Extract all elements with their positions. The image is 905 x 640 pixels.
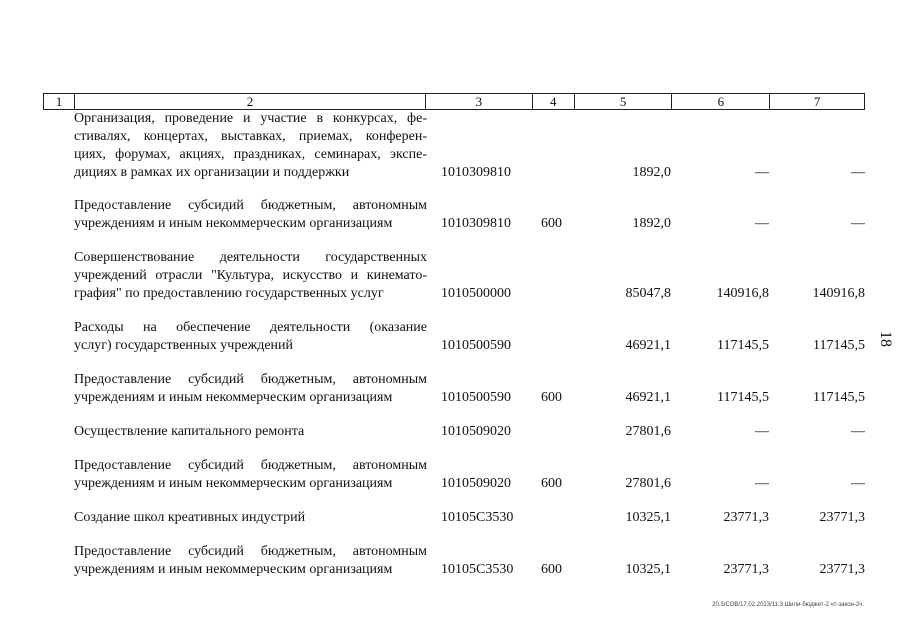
- header-col-1: 1: [44, 94, 75, 109]
- table-row: [0, 371, 905, 407]
- row-value-col7: 117145,5: [813, 390, 865, 405]
- row-value-col6: —: [755, 476, 769, 491]
- row-value-col6: —: [755, 216, 769, 231]
- table-row: [0, 110, 905, 182]
- footer-code: 20.3/СОВ/17.02.2023/11.3 Шили-бюджет-2 чт-закон-2ч.: [712, 602, 864, 608]
- row-value-col7: —: [851, 424, 865, 439]
- row-code: 1010509020: [441, 476, 511, 491]
- description-line: учреждений отрасли "Культура, искусство и кинемато-: [74, 268, 427, 283]
- row-code: 1010500000: [441, 286, 511, 301]
- row-value-col5: 46921,1: [625, 338, 671, 353]
- header-col-5: 5: [575, 94, 673, 109]
- row-value-col7: —: [851, 216, 865, 231]
- row-group: 600: [541, 216, 562, 231]
- row-group: 600: [541, 562, 562, 577]
- row-description: [74, 110, 427, 182]
- description-line: учреждениям и иным некоммерческим организациям: [74, 476, 393, 491]
- row-description: [74, 457, 427, 493]
- header-col-2: 2: [75, 94, 426, 109]
- header-col-7: 7: [813, 93, 821, 109]
- page-number: 18: [877, 331, 894, 347]
- row-value-col6: —: [755, 424, 769, 439]
- row-description: [74, 423, 427, 441]
- row-description: [74, 509, 427, 527]
- description-line: стивалях, концертах, выставках, приемах, конферен-: [74, 129, 427, 144]
- description-line: Предоставление субсидий бюджетным, автономным: [74, 544, 427, 559]
- description-line: Расходы на обеспечение деятельности (оказание: [74, 320, 427, 335]
- row-value-col5: 27801,6: [625, 424, 671, 439]
- description-line: учреждениям и иным некоммерческим организациям: [74, 562, 393, 577]
- row-value-col6: 23771,3: [723, 510, 769, 525]
- row-value-col7: 117145,5: [813, 338, 865, 353]
- table-row: [0, 423, 905, 441]
- description-line: услуг) государственных учреждений: [74, 338, 294, 353]
- row-code: 1010500590: [441, 390, 511, 405]
- row-code: 10105C3530: [441, 510, 514, 525]
- description-line: дициях в рамках их организации и поддержки: [74, 165, 350, 180]
- table-row: [0, 319, 905, 355]
- row-code: 1010309810: [441, 165, 511, 180]
- table-row: [0, 197, 905, 233]
- description-line: Осуществление капитального ремонта: [74, 424, 305, 439]
- row-group: 600: [541, 476, 562, 491]
- row-value-col6: —: [755, 165, 769, 180]
- row-value-col6: 140916,8: [716, 286, 769, 301]
- row-value-col5: 1892,0: [632, 165, 671, 180]
- description-line: Организация, проведение и участие в конкурсах, фе-: [74, 111, 427, 126]
- row-description: [74, 249, 427, 303]
- row-value-col5: 10325,1: [625, 510, 671, 525]
- table-row: [0, 457, 905, 493]
- header-col-3: 3: [426, 94, 533, 109]
- table-header: [43, 93, 865, 110]
- row-value-col7: 140916,8: [812, 286, 865, 301]
- description-line: учреждениям и иным некоммерческим организациям: [74, 216, 393, 231]
- row-value-col7: —: [851, 165, 865, 180]
- table-row: [0, 249, 905, 303]
- description-line: Предоставление субсидий бюджетным, автономным: [74, 458, 427, 473]
- row-value-col7: 23771,3: [819, 510, 865, 525]
- row-value-col6: 117145,5: [717, 390, 769, 405]
- row-value-col7: 23771,3: [819, 562, 865, 577]
- table-row: [0, 509, 905, 527]
- row-group: 600: [541, 390, 562, 405]
- row-value-col5: 85047,8: [625, 286, 671, 301]
- row-code: 1010509020: [441, 424, 511, 439]
- row-description: [74, 543, 427, 579]
- header-col-4: 4: [533, 94, 575, 109]
- row-value-col5: 10325,1: [625, 562, 671, 577]
- row-code: 1010500590: [441, 338, 511, 353]
- row-description: [74, 371, 427, 407]
- description-line: Создание школ креативных индустрий: [74, 510, 306, 525]
- row-value-col5: 27801,6: [625, 476, 671, 491]
- row-value-col6: 23771,3: [723, 562, 769, 577]
- row-code: 10105C3530: [441, 562, 514, 577]
- row-description: [74, 319, 427, 355]
- row-value-col6: 117145,5: [717, 338, 769, 353]
- row-value-col5: 46921,1: [625, 390, 671, 405]
- row-value-col5: 1892,0: [632, 216, 671, 231]
- description-line: графия" по предоставлению государственных услуг: [74, 286, 384, 301]
- row-value-col7: —: [851, 476, 865, 491]
- description-line: учреждениям и иным некоммерческим организациям: [74, 390, 393, 405]
- description-line: Совершенствование деятельности государственных: [74, 250, 427, 265]
- description-line: Предоставление субсидий бюджетным, автономным: [74, 198, 427, 213]
- description-line: Предоставление субсидий бюджетным, автономным: [74, 372, 427, 387]
- row-description: [74, 197, 427, 233]
- description-line: циях, форумах, акциях, праздниках, семинарах, экспе-: [74, 147, 427, 162]
- row-code: 1010309810: [441, 216, 511, 231]
- table-row: [0, 543, 905, 579]
- header-col-6: 6: [672, 94, 770, 109]
